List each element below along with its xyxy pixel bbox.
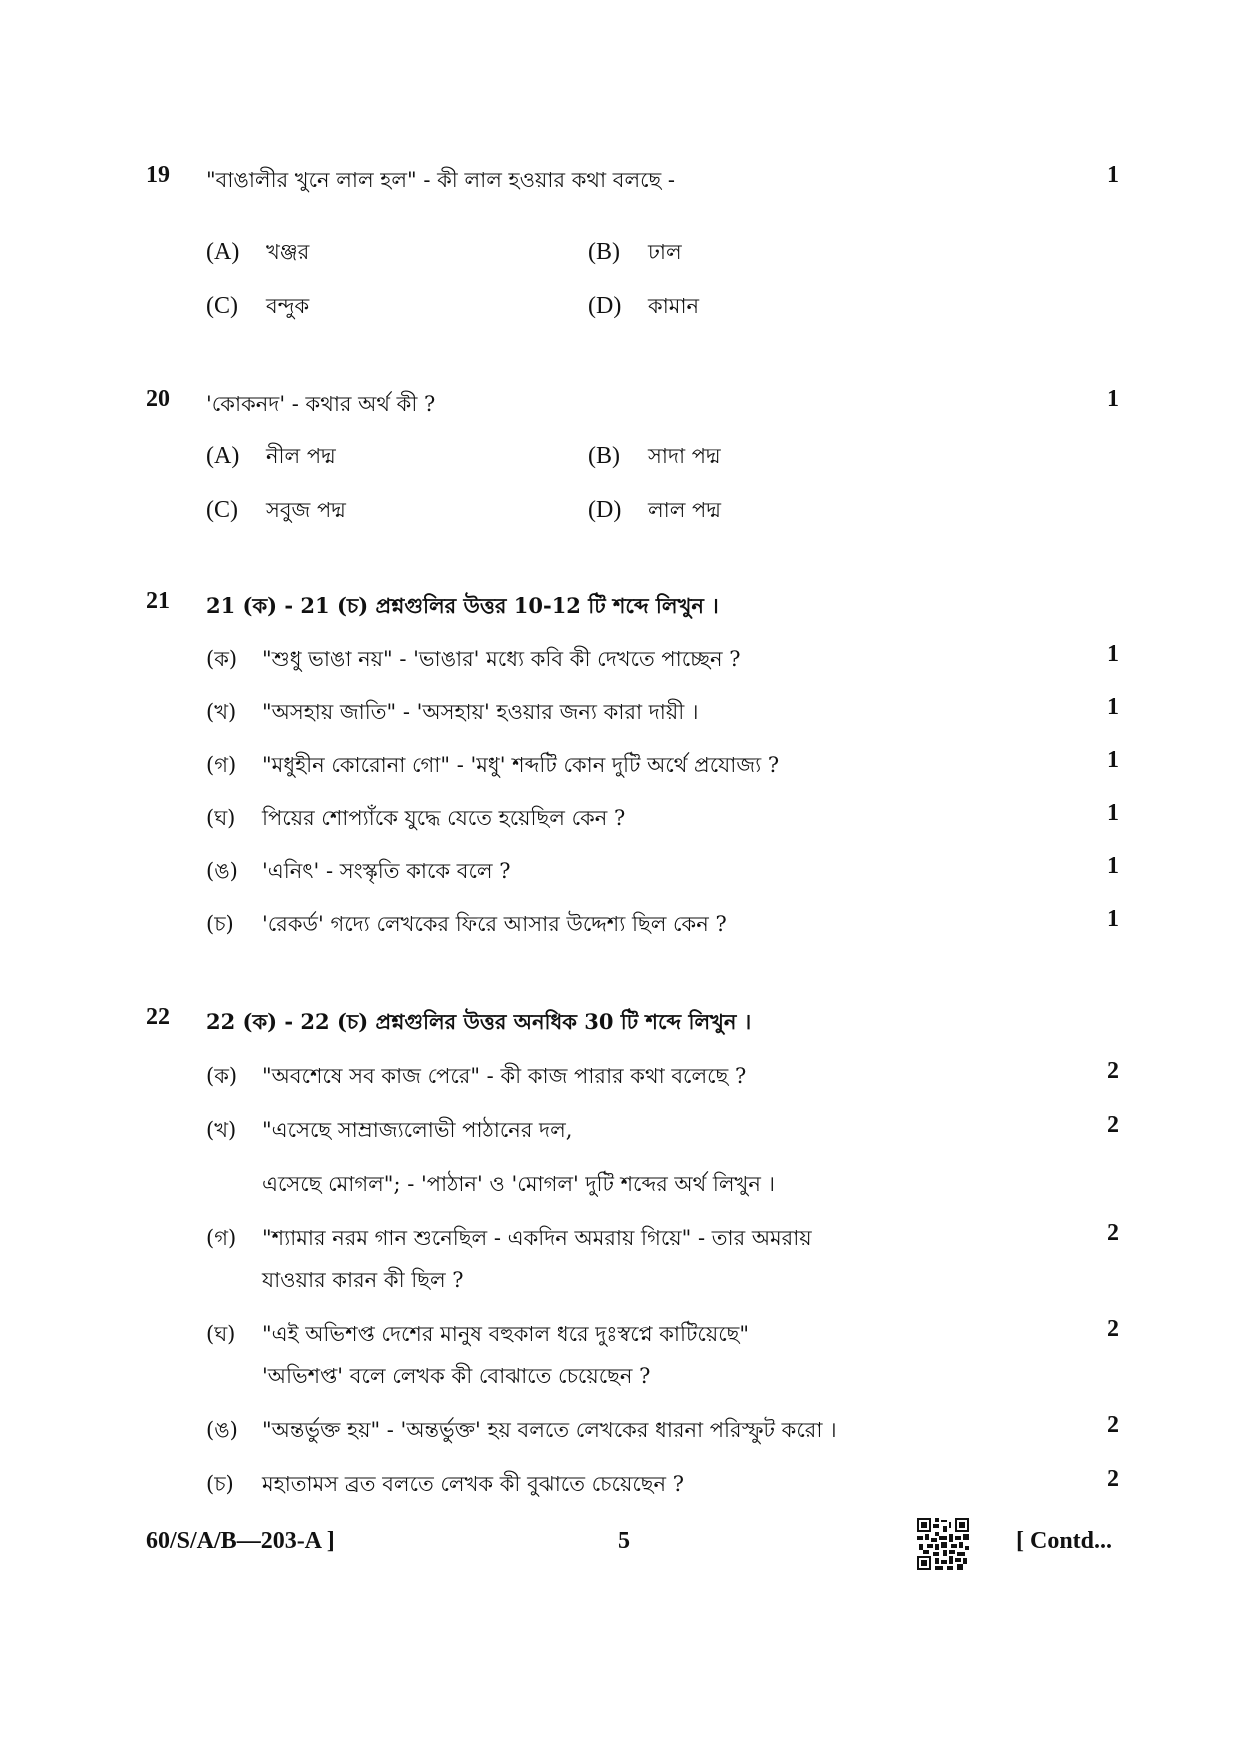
sub-question-text: "শ্যামার নরম গান শুনেছিল - একদিন অমরায় গিয়ে" - তার অমরায়: [262, 1226, 812, 1250]
sub-question-text: "এসেছে সাম্রাজ্যলোভী পাঠানের দল,: [262, 1118, 573, 1142]
sub-question-label: (গ): [206, 1226, 237, 1250]
sub-question-text: পিয়ের শোপ্যাঁকে যুদ্ধে যেতে হয়েছিল কেন ?: [262, 806, 626, 830]
option-a: [206, 440, 336, 475]
option-c: [206, 494, 346, 529]
option-label: (B): [588, 443, 620, 469]
continued-label: [ Contd...: [1016, 1528, 1113, 1554]
option-a: [206, 236, 309, 271]
sub-question-marks: 2: [1107, 1412, 1119, 1438]
question-marks: 1: [1107, 386, 1119, 412]
sub-question-marks: 1: [1107, 906, 1119, 932]
sub-question: [206, 1222, 812, 1257]
sub-question-marks: 2: [1107, 1058, 1119, 1084]
question-instruction: 21 (ক) - 21 (চ) প্রশ্নগুলির উত্তর 10-12 টি শব্দে লিখুন ।: [206, 593, 719, 618]
sub-question: [206, 1060, 746, 1095]
question-number: 20: [146, 386, 170, 412]
sub-question-label: (ক): [206, 1064, 238, 1088]
sub-question: [206, 908, 727, 943]
sub-question-label: (ঙ): [206, 859, 238, 883]
sub-question-text: "অন্তর্ভুক্ত হয়" - 'অন্তর্ভুক্ত' হয় বলতে লেখকের ধারনা পরিস্ফুট করো ।: [262, 1418, 837, 1442]
sub-question-text: মহাতামস ব্রত বলতে লেখক কী বুঝাতে চেয়েছেন ?: [262, 1472, 684, 1496]
option-label: (D): [588, 497, 622, 523]
sub-question-text: "অসহায় জাতি" - 'অসহায়' হওয়ার জন্য কারা দায়ী ।: [262, 700, 699, 724]
option-text: ঢাল: [648, 240, 682, 264]
sub-question-text: 'এনিৎ' - সংস্কৃতি কাকে বলে ?: [262, 859, 511, 883]
sub-question-marks: 2: [1107, 1466, 1119, 1492]
sub-question-marks: 1: [1107, 641, 1119, 667]
sub-question: [206, 802, 625, 837]
option-text: খঞ্জর: [266, 240, 310, 264]
option-text: কামান: [648, 294, 700, 318]
option-label: (A): [206, 239, 240, 265]
question-marks: 1: [1107, 162, 1119, 188]
sub-question: [206, 749, 779, 784]
sub-question-label: (ঙ): [206, 1418, 238, 1442]
sub-question: [206, 855, 511, 890]
sub-question-text: 'রেকর্ড' গদ্যে লেখকের ফিরে আসার উদ্দেশ্য ছিল কেন ?: [262, 912, 727, 936]
option-text: সবুজ পদ্ম: [266, 498, 346, 522]
sub-question: [206, 1114, 572, 1149]
sub-question: [206, 643, 741, 678]
option-label: (C): [206, 497, 238, 523]
sub-question-label: (চ): [206, 912, 234, 936]
option-label: (D): [588, 293, 622, 319]
page-number: 5: [618, 1528, 630, 1554]
option-text: সাদা পদ্ম: [648, 444, 721, 468]
sub-question-marks: 1: [1107, 800, 1119, 826]
sub-question-label: (গ): [206, 753, 237, 777]
qr-code-icon: [917, 1518, 969, 1570]
paper-code: 60/S/A/B—203-A ]: [146, 1528, 335, 1554]
sub-question-marks: 2: [1107, 1112, 1119, 1138]
option-label: (A): [206, 443, 240, 469]
sub-question-marks: 2: [1107, 1220, 1119, 1246]
sub-question-text: "এই অভিশপ্ত দেশের মানুষ বহুকাল ধরে দুঃস্বপ্নে কাটিয়েছে": [262, 1322, 750, 1346]
sub-question: [206, 1468, 684, 1503]
question-text: "বাঙালীর খুনে লাল হল" - কী লাল হওয়ার কথা বলছে -: [206, 168, 676, 192]
option-text: লাল পদ্ম: [648, 498, 721, 522]
question-number: 19: [146, 162, 170, 188]
sub-question-text: "শুধু ভাঙা নয়" - 'ভাঙার' মধ্যে কবি কী দেখতে পাচ্ছেন ?: [262, 647, 741, 671]
sub-question-marks: 1: [1107, 853, 1119, 879]
sub-question-text: "অবশেষে সব কাজ পেরে" - কী কাজ পারার কথা বলেছে ?: [262, 1064, 747, 1088]
sub-question-marks: 1: [1107, 694, 1119, 720]
question-instruction: 22 (ক) - 22 (চ) প্রশ্নগুলির উত্তর অনধিক 30 টি শব্দে লিখুন ।: [206, 1009, 752, 1034]
option-b: [588, 236, 682, 271]
sub-question-label: (ক): [206, 647, 238, 671]
question-text: 'কোকনদ' - কথার অর্থ কী ?: [206, 392, 436, 416]
option-label: (B): [588, 239, 620, 265]
sub-question-text-cont: 'অভিশপ্ত' বলে লেখক কী বোঝাতে চেয়েছেন ?: [262, 1364, 651, 1388]
sub-question: [206, 696, 698, 731]
sub-question-text-cont: যাওয়ার কারন কী ছিল ?: [262, 1268, 464, 1292]
sub-question-label: (চ): [206, 1472, 234, 1496]
sub-question-marks: 1: [1107, 747, 1119, 773]
sub-question: [206, 1318, 749, 1353]
option-text: বন্দুক: [266, 294, 310, 318]
sub-question-label: (ঘ): [206, 806, 236, 830]
sub-question-label: (ঘ): [206, 1322, 236, 1346]
question-number: 21: [146, 588, 170, 614]
sub-question-label: (খ): [206, 700, 237, 724]
option-d: [588, 290, 699, 325]
option-label: (C): [206, 293, 238, 319]
option-text: নীল পদ্ম: [266, 444, 336, 468]
question-number: 22: [146, 1004, 170, 1030]
sub-question-label: (খ): [206, 1118, 237, 1142]
sub-question-marks: 2: [1107, 1316, 1119, 1342]
option-b: [588, 440, 721, 475]
option-c: [206, 290, 309, 325]
sub-question: [206, 1414, 837, 1449]
sub-question-text-cont: এসেছে মোগল"; - 'পাঠান' ও 'মোগল' দুটি শব্দের অর্থ লিখুন ।: [262, 1172, 776, 1196]
sub-question-text: "মধুহীন কোরোনা গো" - 'মধু' শব্দটি কোন দুটি অর্থে প্রযোজ্য ?: [262, 753, 780, 777]
option-d: [588, 494, 721, 529]
